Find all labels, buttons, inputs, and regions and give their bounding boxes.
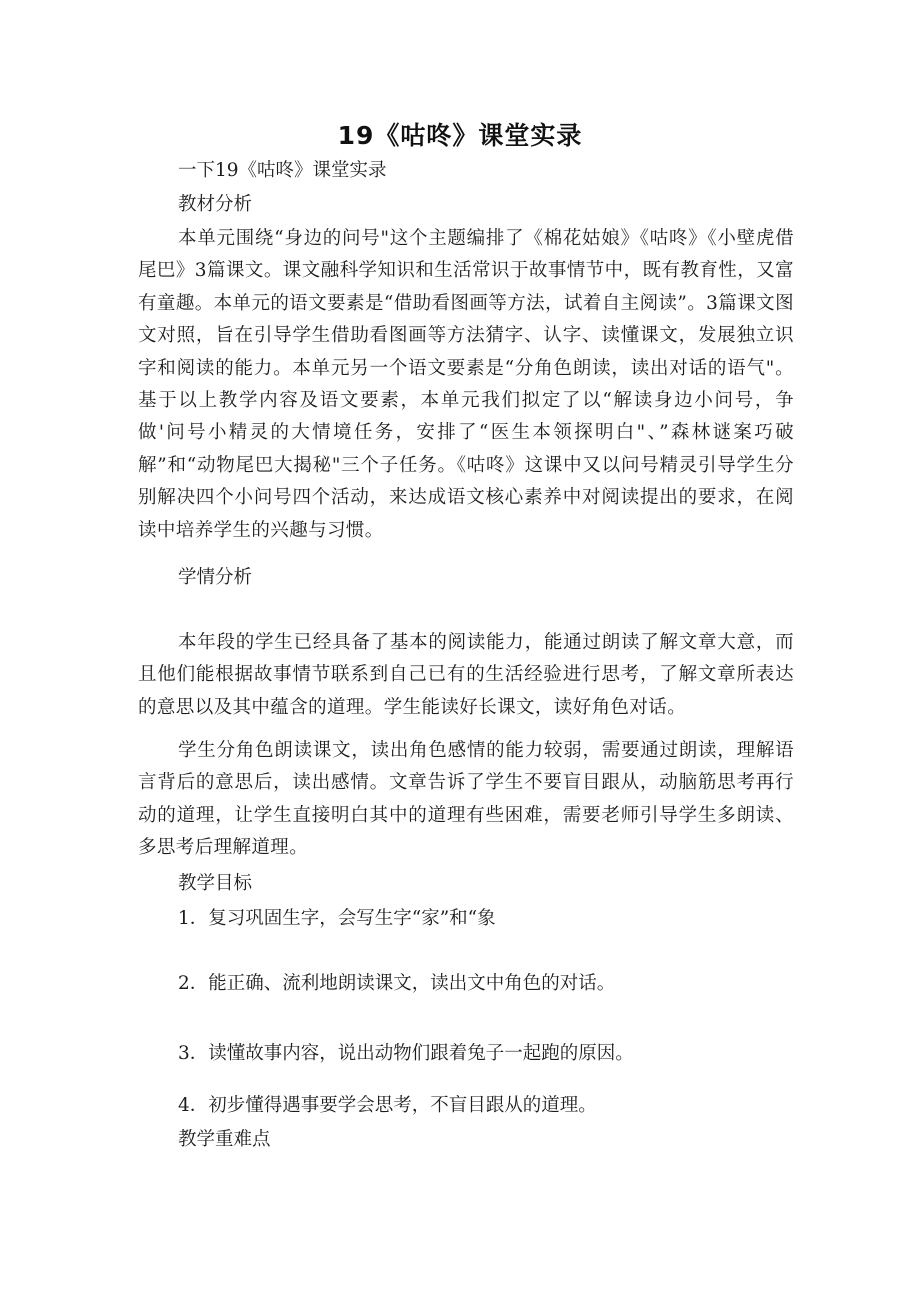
goal-item: 1．复习巩固生字，会写生字“家”和“象 <box>178 908 496 929</box>
goal-item: 3．读懂故事内容，说出动物们跟着兔子一起跑的原因。 <box>178 1043 634 1064</box>
document-subtitle: 一下19《咕咚》课堂实录 <box>178 160 387 181</box>
goal-item: 2．能正确、流利地朗读课文，读出文中角色的对话。 <box>178 973 616 994</box>
section-heading-student: 学情分析 <box>178 567 253 588</box>
section-heading-keypoints: 教学重难点 <box>178 1129 271 1150</box>
goal-item: 4．初步懂得遇事要学会思考，不盲目跟从的道理。 <box>178 1095 597 1116</box>
document-title: 19《咕咚》课堂实录 <box>337 121 583 150</box>
paragraph-textbook-analysis: 本单元围绕“身边的问号"这个主题编排了《棉花姑娘》《咕咚》《小壁虎借尾巴》3篇课文。课文融科学知识和生活常识于故事情节中，既有教育性，又富有童趣。本单元的语文要素是“借助看图画等方法，试着自主阅读”。3篇课文图文对照，旨在引导学生借助看图画等方法猜字、认字、读懂课文，发展独立识字和阅读的能力。本单元另一个语文要素是“分角色朗读，读出对话的语气"。基于以上教学内容及语文要素，本单元我们拟定了以“解读身边小问号，争做'问号小精灵的大情境任务，安排了“医生本领探明白"、”森林谜案巧破解”和“动物尾巴大揭秘"三个子任务。《咕咚》这课中又以问号精灵引导学生分别解决四个小问号四个活动，来达成语文核心素养中对阅读提出的要求，在阅读中培养学生的兴趣与习惯。 <box>138 228 794 541</box>
section-heading-goals: 教学目标 <box>178 873 253 894</box>
paragraph-student-analysis-2: 学生分角色朗读课文，读出角色感情的能力较弱，需要通过朗读，理解语言背后的意思后，读出感情。文章告诉了学生不要盲目跟从，动脑筋思考再行动的道理，让学生直接明白其中的道理有些困难，需要老师引导学生多朗读、多思考后理解道理。 <box>138 740 794 859</box>
paragraph-student-analysis-1: 本年段的学生已经具备了基本的阅读能力，能通过朗读了解文章大意，而且他们能根据故事情节联系到自己已有的生活经验进行思考，了解文章所表达的意思以及其中蕴含的道理。学生能读好长课文，读好角色对话。 <box>138 632 794 718</box>
section-heading-textbook: 教材分析 <box>178 194 253 215</box>
